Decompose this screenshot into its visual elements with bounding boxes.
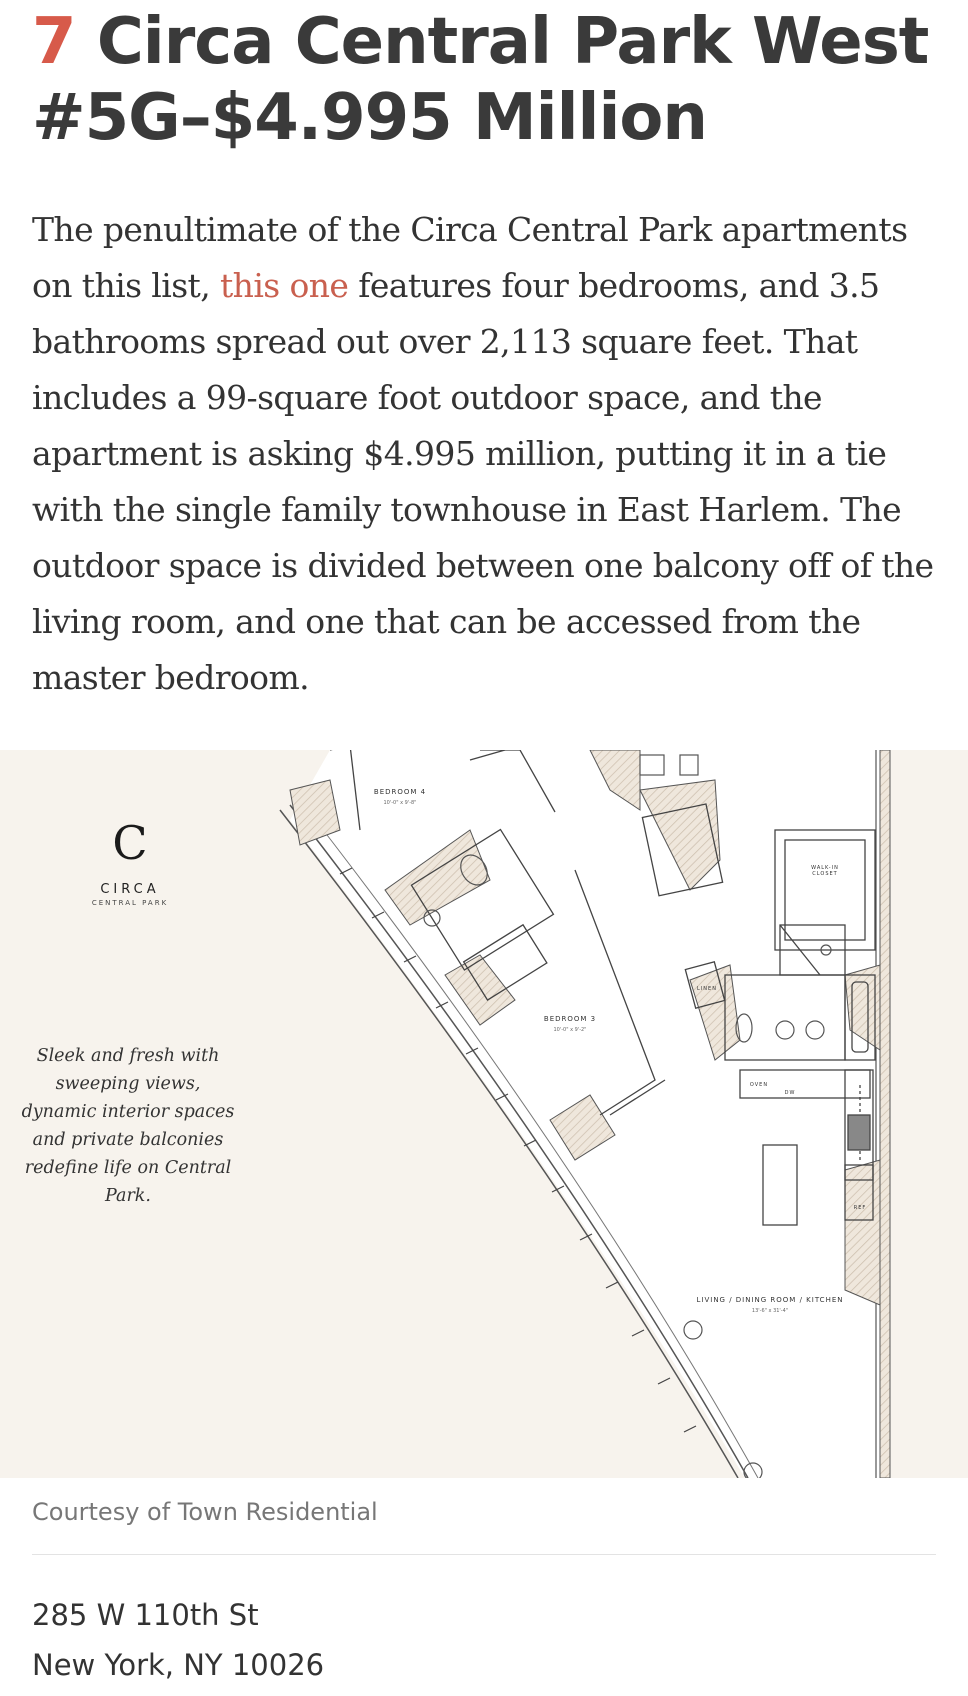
room-name: LINEN	[697, 986, 717, 992]
room-name: BEDROOM 3	[543, 1015, 597, 1023]
room-name: WALK-IN CLOSET	[811, 865, 839, 877]
image-caption: Courtesy of Town Residential	[32, 1498, 378, 1526]
logo-subtitle: CENTRAL PARK	[91, 899, 169, 907]
listing-link[interactable]: this one	[220, 266, 349, 305]
article-title	[0, 0, 968, 156]
room-walk-in-closet	[800, 865, 850, 877]
appliance-refrigerator	[848, 1205, 872, 1211]
paragraph-start: The penultimate of the Circa Central Park apartments on this list,	[32, 210, 908, 305]
appliance-oven	[744, 1082, 774, 1088]
article-paragraph	[0, 202, 968, 706]
floorplan-image	[0, 750, 968, 1478]
room-name: BEDROOM 4	[373, 788, 427, 796]
room-linen	[692, 986, 722, 992]
room-name: LIVING / DINING ROOM / KITCHEN	[696, 1296, 844, 1304]
floorplan-tagline: Sleek and fresh with sweeping views, dynamic interior spaces and private balconies redefine life on Central Park.	[21, 1046, 235, 1206]
appliance-dishwasher	[778, 1090, 802, 1096]
paragraph-end: features four bedrooms, and 3.5 bathrooms spread out over 2,113 square feet. That includes a 99-square foot outdoor space, and the apartment is asking $4.995 million, putting it in a tie with the single family townhouse in East Harlem. The outdoor space is divided between one balcony off of the living room, and one that can be accessed from the master bedroom.	[32, 266, 934, 697]
room-dims: 13'-6" x 31'-4"	[751, 1308, 789, 1314]
room-name: REF	[853, 1205, 867, 1211]
room-name: OVEN	[749, 1082, 769, 1088]
room-bedroom-4	[360, 788, 440, 806]
logo-mark: C	[112, 816, 148, 870]
room-name: DW	[784, 1090, 796, 1096]
divider	[32, 1554, 936, 1555]
room-bedroom-3	[530, 1015, 610, 1033]
title-text: Circa Central Park West #5G–$4.995 Million	[32, 5, 929, 155]
logo-name: CIRCA	[100, 882, 160, 897]
room-dims: 10'-0" x 9'-8"	[383, 800, 417, 806]
list-number: 7	[32, 5, 76, 79]
circa-logo	[70, 818, 190, 907]
address-line-2: New York, NY 10026	[32, 1648, 325, 1682]
address-line-1: 285 W 110th St	[32, 1598, 259, 1632]
room-dims: 10'-0" x 9'-2"	[553, 1027, 587, 1033]
room-living-dining-kitchen	[690, 1296, 850, 1314]
